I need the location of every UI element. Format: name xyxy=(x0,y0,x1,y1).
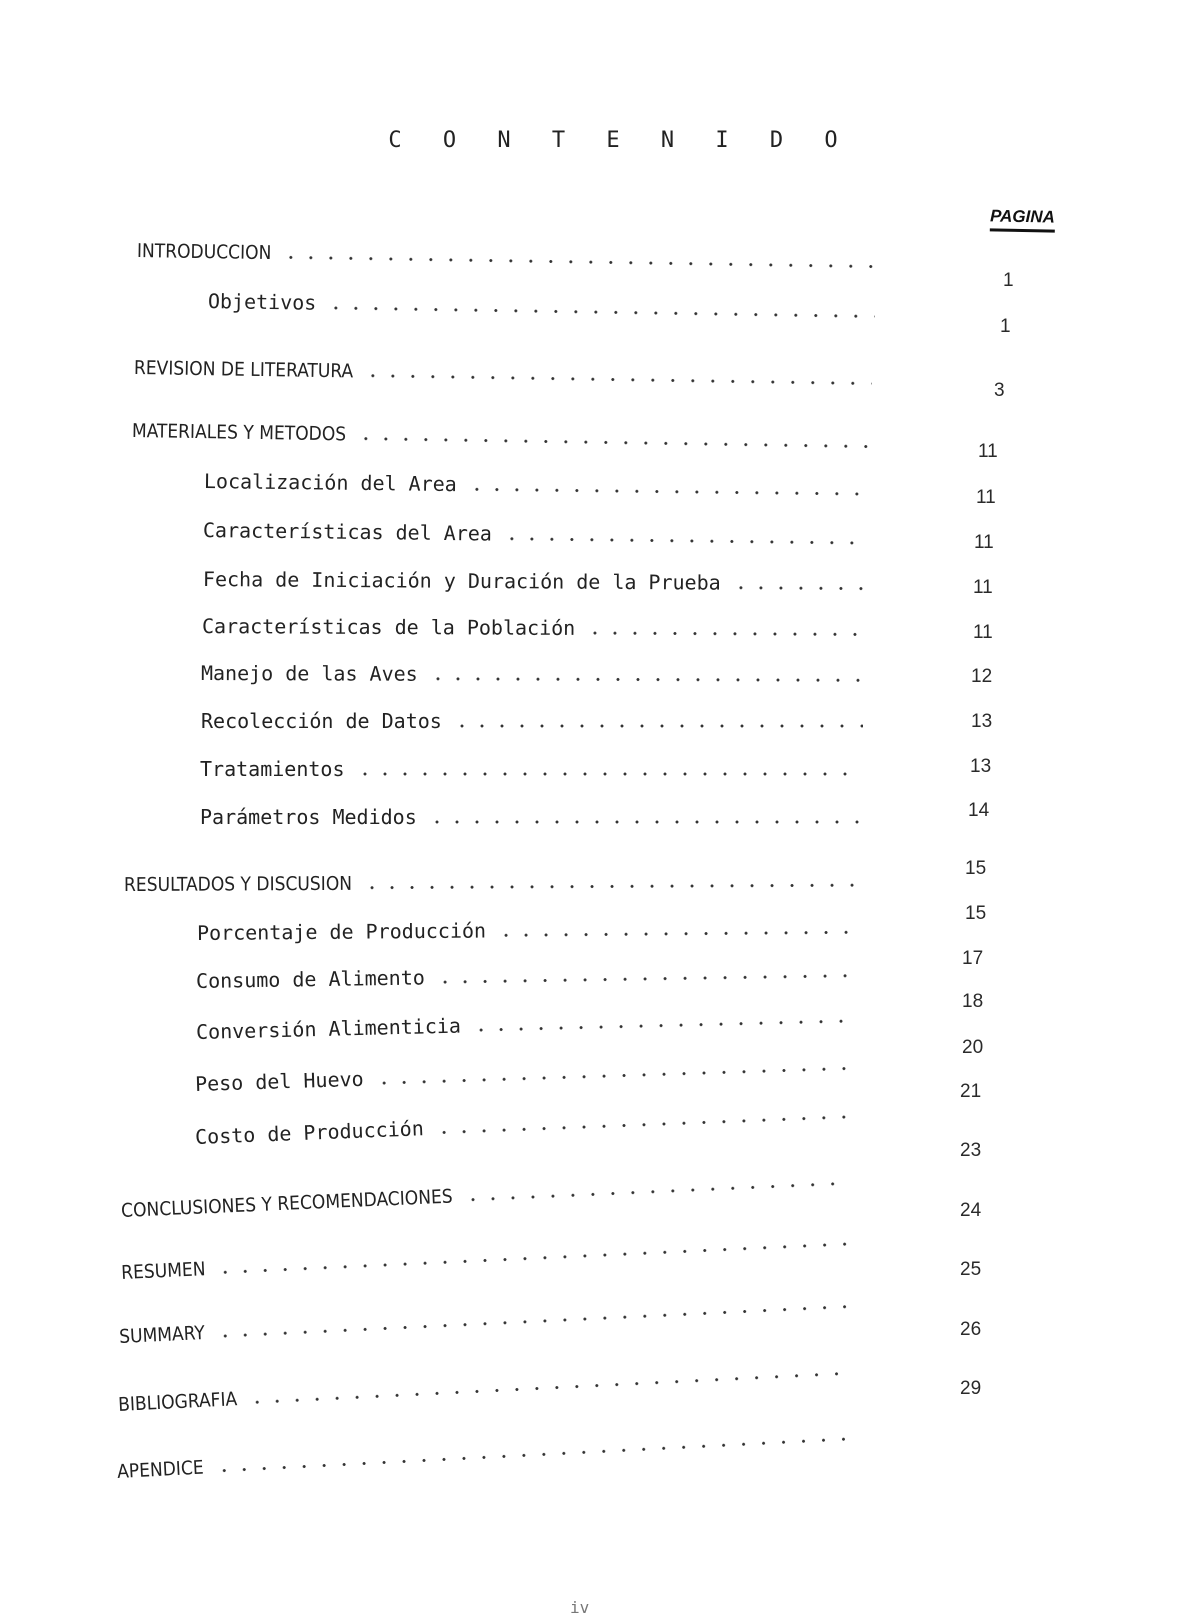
toc-entry-label: RESUMEN xyxy=(120,1258,206,1284)
toc-entry-label: Tratamientos xyxy=(200,757,345,781)
toc-entry-label: RESULTADOS Y DISCUSION xyxy=(123,872,353,896)
toc-entry xyxy=(200,751,862,781)
page-column-header: PAGINA xyxy=(990,206,1055,232)
toc-entry-page: 15 xyxy=(965,858,987,879)
toc-entry-label: Costo de Producción xyxy=(194,1116,425,1149)
dot-leader xyxy=(356,436,870,450)
dot-leader xyxy=(362,882,860,891)
dot-leader xyxy=(374,1065,853,1086)
dot-leader xyxy=(363,373,872,387)
toc-entry xyxy=(120,1160,851,1222)
toc-entry xyxy=(201,703,863,733)
toc-entry xyxy=(196,953,856,993)
toc-entry xyxy=(204,463,870,501)
dot-leader xyxy=(496,929,857,938)
dot-leader xyxy=(247,1370,847,1405)
toc-entry-label: Consumo de Alimento xyxy=(195,965,425,993)
toc-entry xyxy=(132,412,870,454)
toc-entry-label: Parámetros Medidos xyxy=(200,805,417,829)
dot-leader xyxy=(452,723,863,729)
toc-entry xyxy=(194,1094,851,1149)
toc-entry-label: REVISION DE LITERATURA xyxy=(133,357,354,383)
dot-leader xyxy=(731,585,865,592)
toc-entry xyxy=(137,232,875,274)
toc-entry-label: Peso del Huevo xyxy=(194,1066,364,1096)
toc-entry-label: MATERIALES Y METODOS xyxy=(131,420,347,446)
dot-leader xyxy=(463,1180,851,1203)
dot-leader xyxy=(502,536,867,546)
toc-entry xyxy=(200,799,862,829)
toc-entry-page: 26 xyxy=(960,1319,982,1340)
dot-leader xyxy=(427,819,862,825)
toc-entry-label: CONCLUSIONES Y RECOMENDACIONES xyxy=(120,1185,454,1222)
toc-entry-label: Localización del Area xyxy=(203,469,457,497)
toc-entry-page: 11 xyxy=(976,487,996,508)
dot-leader xyxy=(585,630,864,637)
dot-leader xyxy=(355,771,863,777)
toc-entry-page: 13 xyxy=(970,756,992,777)
dot-leader xyxy=(215,1304,849,1340)
toc-entry-page: 11 xyxy=(978,441,998,462)
toc-entry-page: 24 xyxy=(960,1200,982,1221)
toc-entry-page: 11 xyxy=(973,622,993,643)
toc-entry-page: 13 xyxy=(971,711,993,732)
toc-entry-page: 18 xyxy=(962,991,984,1012)
toc-entry-label: Conversión Alimenticia xyxy=(195,1013,462,1044)
toc-entry-page: 1 xyxy=(1000,316,1011,337)
toc-entry-page: 20 xyxy=(962,1037,984,1058)
toc-entry-label: BIBLIOGRAFIA xyxy=(117,1388,238,1416)
toc-entry-label: APENDICE xyxy=(116,1456,205,1483)
toc-entry xyxy=(120,1221,851,1284)
toc-entry xyxy=(202,608,864,641)
toc-entry xyxy=(118,1284,849,1348)
toc-entry xyxy=(197,909,857,945)
dot-leader xyxy=(471,1018,854,1033)
toc-entry-page: 11 xyxy=(973,577,993,598)
toc-entry xyxy=(124,862,860,896)
toc-entry xyxy=(195,1045,854,1096)
toc-entry-label: SUMMARY xyxy=(118,1321,206,1348)
dot-leader xyxy=(428,676,863,684)
toc-entry xyxy=(116,1416,847,1483)
toc-entry-page: 14 xyxy=(968,800,990,821)
toc-entry-page: 12 xyxy=(971,666,993,687)
toc-entry xyxy=(201,655,863,687)
toc-entry xyxy=(117,1350,848,1416)
toc-entry-label: Características de la Población xyxy=(201,614,576,640)
toc-entry-page: 3 xyxy=(994,380,1005,401)
toc-entry-label: Objetivos xyxy=(207,289,317,315)
toc-entry-page: 11 xyxy=(974,532,994,553)
toc-entry-page: 23 xyxy=(960,1140,982,1161)
toc-entry xyxy=(196,998,855,1044)
toc-entry xyxy=(134,349,872,391)
toc-entry-label: Características del Area xyxy=(202,518,493,546)
toc-entry-label: Porcentaje de Producción xyxy=(196,918,487,945)
page-number-footer: iv xyxy=(570,1598,590,1617)
dot-leader xyxy=(214,1436,847,1474)
toc-entry-label: Fecha de Iniciación y Duración de la Prueba xyxy=(202,567,721,595)
toc-entry-page: 17 xyxy=(962,948,984,969)
dot-leader xyxy=(434,1114,851,1136)
toc-entry-label: Recolección de Datos xyxy=(201,709,442,733)
dot-leader xyxy=(326,305,875,320)
dot-leader xyxy=(467,486,870,497)
dot-leader xyxy=(281,254,875,269)
toc-entry-label: INTRODUCCION xyxy=(136,240,272,265)
toc-entry-page: 25 xyxy=(960,1259,982,1280)
toc-entry xyxy=(208,283,875,323)
page-title: C O N T E N I D O xyxy=(388,128,852,153)
dot-leader xyxy=(216,1241,851,1276)
toc-entry xyxy=(203,512,867,550)
toc-entry-label: Manejo de las Aves xyxy=(200,661,418,686)
toc-entry-page: 29 xyxy=(960,1378,982,1399)
toc-entry-page: 15 xyxy=(965,903,987,924)
toc-entry-page: 21 xyxy=(960,1081,982,1102)
dot-leader xyxy=(435,973,856,986)
toc-entry-page: 1 xyxy=(1003,270,1014,291)
toc-entry xyxy=(203,561,865,596)
